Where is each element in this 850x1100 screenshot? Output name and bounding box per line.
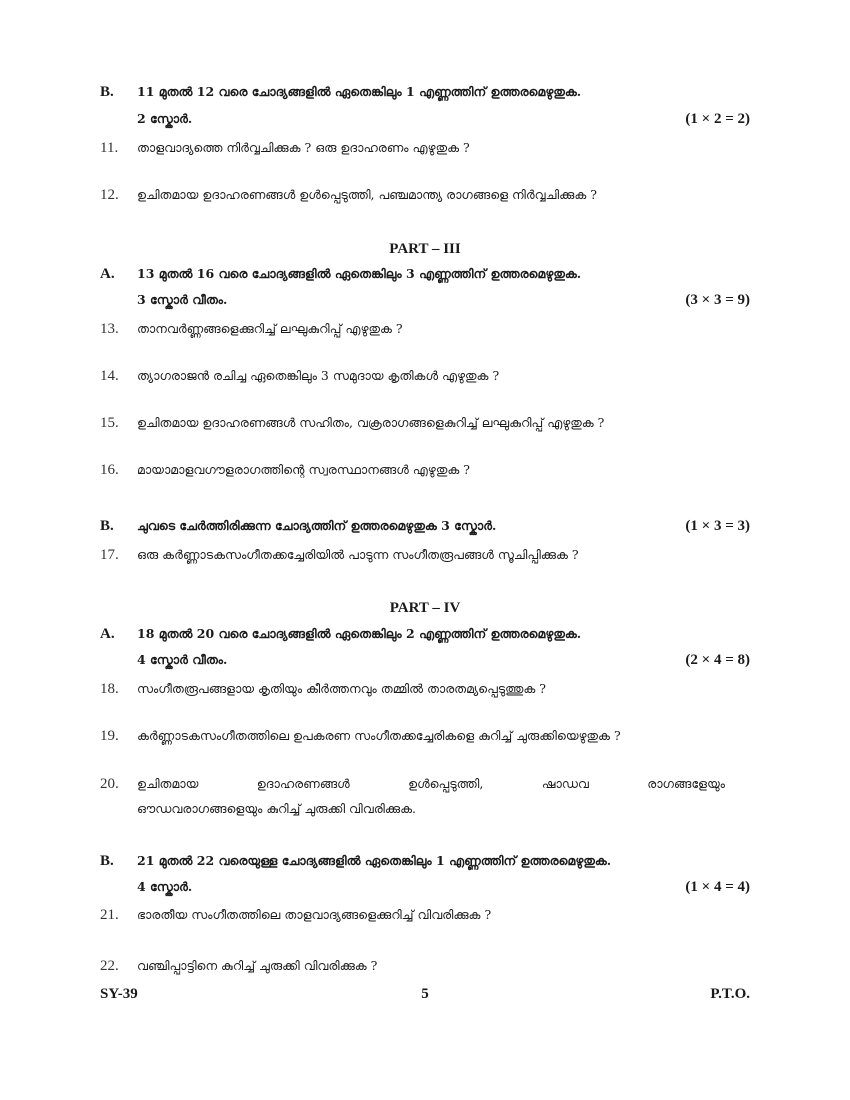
question-number: 15. (100, 415, 119, 431)
score-note: 2 സ്കോർ. (137, 111, 193, 126)
question-number: 16. (100, 462, 119, 478)
marks-formula: (2 × 4 = 8) (685, 652, 750, 668)
question-number: 17. (100, 547, 119, 563)
marks-formula: (1 × 4 = 4) (685, 879, 750, 895)
question-text: വഞ്ചിപ്പാട്ടിനെ കുറിച്ച് ചുരുക്കി വിവരിക്കുക ? (137, 958, 378, 973)
question-text: സംഗീതരൂപങ്ങളായ കൃതിയും കീർത്തനവും തമ്മിൽ താരതമ്യപ്പെടുത്തുക ? (137, 681, 546, 696)
question-number: 21. (100, 907, 119, 923)
question-text: ഭാരതീയ സംഗീതത്തിലെ താളവാദ്യങ്ങളെക്കുറിച്ച് വിവരിക്കുക ? (137, 907, 492, 922)
question-text: മായാമാളവഗൗളരാഗത്തിന്റെ സ്വരസ്ഥാനങ്ങൾ എഴുതുക ? (137, 462, 470, 477)
question-number: 20. (100, 776, 119, 792)
score-note: 3 സ്കോർ വീതം. (137, 292, 228, 307)
question-number: 13. (100, 321, 119, 337)
question-number: 18. (100, 681, 119, 697)
section-letter: A. (100, 626, 115, 642)
question-text: കർണ്ണാടകസംഗീതത്തിലെ ഉപകരണ സംഗീതക്കച്ചേരികളെ കുറിച്ച് ചുരുക്കിയെഴുതുക ? (137, 728, 621, 743)
marks-formula: (1 × 3 = 3) (685, 518, 750, 534)
marks-formula: (1 × 2 = 2) (685, 111, 750, 127)
question-text: താളവാദ്യത്തെ നിർവ്വചിക്കുക ? ഒരു ഉദാഹരണം എഴുതുക ? (137, 140, 470, 155)
score-note: 4 സ്കോർ വീതം. (137, 652, 228, 667)
question-text: ഒരു കർണ്ണാടകസംഗീതക്കച്ചേരിയിൽ പാടുന്ന സംഗീതരൂപങ്ങൾ സൂചിപ്പിക്കുക ? (137, 547, 579, 562)
question-number: 14. (100, 368, 119, 384)
question-text-continued: ഔഡവരാഗങ്ങളെയും കുറിച്ച് ചുരുക്കി വിവരിക്കുക. (137, 801, 416, 816)
section-instruction: 18 മുതൽ 20 വരെ ചോദ്യങ്ങളിൽ ഏതെങ്കിലും 2 എണ്ണത്തിന് ഉത്തരമെഴുതുക. (137, 626, 582, 641)
question-text: ഉചിതമായ ഉദാഹരണങ്ങൾ ഉൾപ്പെടുത്തി, പഞ്ചമാന്ത്യ രാഗങ്ങളെ നിർവ്വചിക്കുക ? (137, 187, 597, 202)
marks-formula: (3 × 3 = 9) (685, 292, 750, 308)
question-text: ഉചിതമായ ഉദാഹരണങ്ങൾ ഉൾപ്പെടുത്തി, ഷാഡവ രാഗങ്ങളേയും (137, 776, 725, 791)
section-letter: B. (100, 853, 114, 869)
section-instruction: 21 മുതൽ 22 വരെയുള്ള ചോദ്യങ്ങളിൽ ഏതെങ്കിലും 1 എണ്ണത്തിന് ഉത്തരമെഴുതുക. (137, 853, 612, 868)
question-text: ത്യാഗരാജൻ രചിച്ച ഏതെങ്കിലും 3 സമുദായ കൃതികൾ എഴുതുക ? (137, 368, 500, 383)
section-letter: B. (100, 518, 114, 534)
please-turn-over: P.T.O. (710, 986, 750, 1002)
question-number: 22. (100, 958, 119, 974)
part-heading-3: PART – III (389, 241, 461, 257)
score-note: 4 സ്കോർ. (137, 879, 193, 894)
section-instruction: 13 മുതൽ 16 വരെ ചോദ്യങ്ങളിൽ ഏതെങ്കിലും 3 എണ്ണത്തിന് ഉത്തരമെഴുതുക. (137, 266, 582, 281)
question-text: താനവർണ്ണങ്ങളെക്കുറിച്ച് ലഘുകുറിപ്പ് എഴുതുക ? (137, 321, 403, 336)
paper-code: SY-39 (100, 986, 138, 1002)
question-number: 12. (100, 187, 119, 203)
question-number: 19. (100, 728, 119, 744)
section-instruction: ചുവടെ ചേർത്തിരിക്കുന്ന ചോദ്യത്തിന് ഉത്തരമെഴുതുക 3 സ്കോർ. (137, 518, 497, 533)
section-instruction: 11 മുതൽ 12 വരെ ചോദ്യങ്ങളിൽ ഏതെങ്കിലും 1 എണ്ണത്തിന് ഉത്തരമെഴുതുക. (137, 84, 582, 99)
question-number: 11. (100, 140, 119, 156)
page-number: 5 (421, 986, 429, 1002)
question-text: ഉചിതമായ ഉദാഹരണങ്ങൾ സഹിതം, വക്രരാഗങ്ങളെകുറിച്ച് ലഘുകുറിപ്പ് എഴുതുക ? (137, 415, 605, 430)
part-heading-4: PART – IV (389, 600, 461, 616)
section-letter: B. (100, 84, 114, 100)
section-letter: A. (100, 266, 115, 282)
